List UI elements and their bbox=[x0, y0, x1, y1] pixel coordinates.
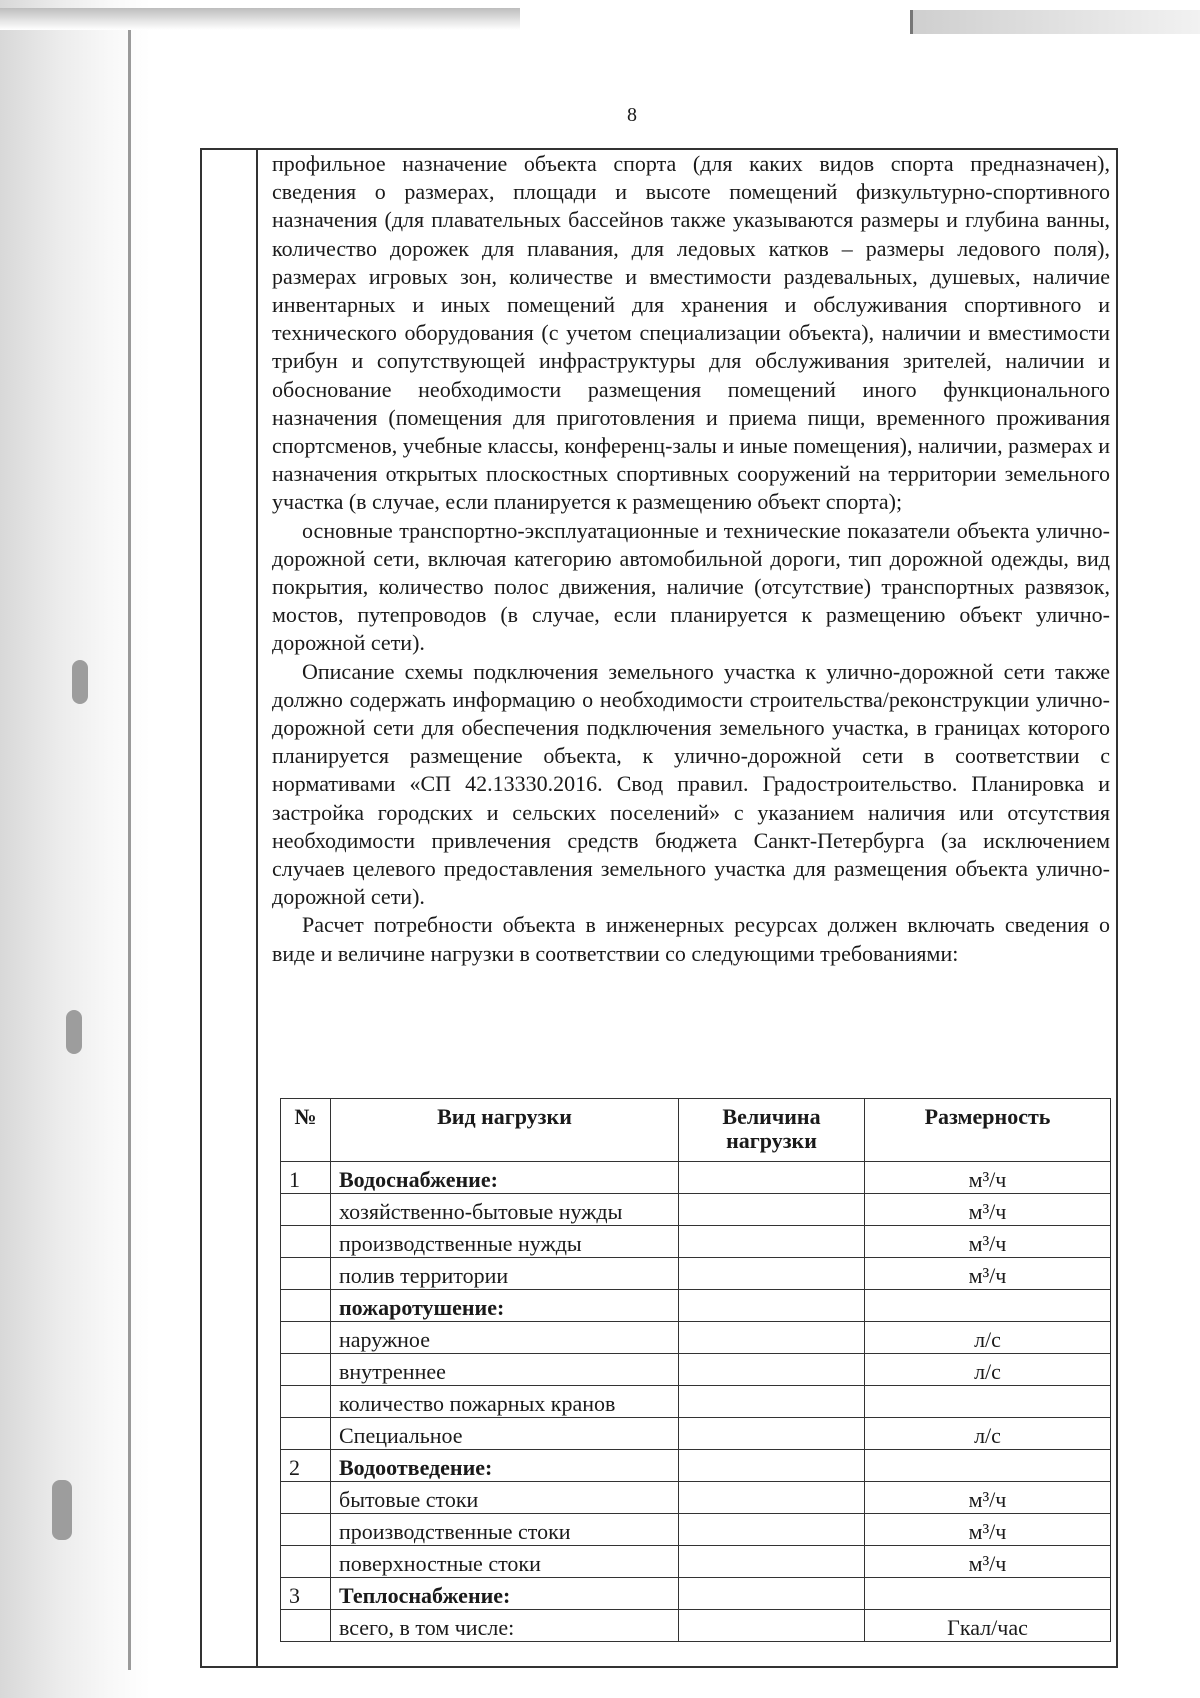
paragraph-sport-object: профильное назначение объекта спорта (для каких видов спорта предназначен), сведения о размерах, площади и высоте помещений физкультурно-спортивного назначения (для плавательных бассейнов также указываются размеры и глубина ванны, количество дорожек для плавания, для ледовых катков – размеры ледового поля), размерах игровых зон, количестве и вместимости раздевальных, душевых, наличие инвентарных и иных помещений для хранения и обслуживания спортивного и технического оборудования (с учетом специализации объекта), наличии и вместимости трибун и сопутствующей инфраструктуры для обслуживания зрителей, наличии и обоснование необходимости размещения помещений иного функционального назначения (помещения для приготовления и приема пищи, временного проживания спортсменов, учебные классы, конференц-залы и иные помещения), наличии, размерах и назначения открытых плоскостных спортивных сооружений на территории земельного участка (в случае, если планируется к размещению объект спорта); bbox=[272, 151, 1110, 515]
header-unit: Размерность bbox=[865, 1099, 1111, 1162]
row-unit bbox=[865, 1290, 1111, 1322]
row-value bbox=[679, 1514, 865, 1546]
header-type: Вид нагрузки bbox=[331, 1099, 679, 1162]
table-row bbox=[281, 1386, 1111, 1418]
table-row bbox=[281, 1290, 1111, 1322]
row-type: полив территории bbox=[331, 1258, 679, 1290]
row-value bbox=[679, 1610, 865, 1642]
row-value bbox=[679, 1162, 865, 1194]
row-value bbox=[679, 1386, 865, 1418]
row-value bbox=[679, 1290, 865, 1322]
row-value bbox=[679, 1578, 865, 1610]
row-num bbox=[281, 1194, 331, 1226]
row-value bbox=[679, 1482, 865, 1514]
row-unit: м³/ч bbox=[865, 1546, 1111, 1578]
header-num: № bbox=[281, 1099, 331, 1162]
row-unit: л/с bbox=[865, 1418, 1111, 1450]
row-num: 1 bbox=[281, 1162, 331, 1194]
table-row bbox=[281, 1514, 1111, 1546]
row-type: Теплоснабжение: bbox=[331, 1578, 679, 1610]
row-type: количество пожарных кранов bbox=[331, 1386, 679, 1418]
paragraph-engineering-resources: Расчет потребности объекта в инженерных ресурсах должен включать сведения о виде и величине нагрузки в соответствии со следующими требованиями: bbox=[272, 912, 1110, 966]
table-row bbox=[281, 1354, 1111, 1386]
row-num bbox=[281, 1386, 331, 1418]
table-row bbox=[281, 1578, 1111, 1610]
row-num bbox=[281, 1258, 331, 1290]
row-num bbox=[281, 1354, 331, 1386]
row-num bbox=[281, 1418, 331, 1450]
row-type: производственные нужды bbox=[331, 1226, 679, 1258]
row-num bbox=[281, 1546, 331, 1578]
row-num: 2 bbox=[281, 1450, 331, 1482]
row-num bbox=[281, 1482, 331, 1514]
row-type: внутреннее bbox=[331, 1354, 679, 1386]
row-type: Водоснабжение: bbox=[331, 1162, 679, 1194]
table-row bbox=[281, 1450, 1111, 1482]
scan-top-streak bbox=[0, 8, 520, 30]
row-unit bbox=[865, 1386, 1111, 1418]
row-type: всего, в том числе: bbox=[331, 1610, 679, 1642]
table-row bbox=[281, 1258, 1111, 1290]
row-unit: м³/ч bbox=[865, 1514, 1111, 1546]
table-row bbox=[281, 1162, 1111, 1194]
document-body bbox=[272, 150, 1110, 968]
page-number: 8 bbox=[627, 104, 637, 126]
row-unit: м³/ч bbox=[865, 1162, 1111, 1194]
row-value bbox=[679, 1258, 865, 1290]
row-unit: Гкал/час bbox=[865, 1610, 1111, 1642]
table-row bbox=[281, 1482, 1111, 1514]
punch-hole bbox=[52, 1480, 72, 1540]
row-type: хозяйственно-бытовые нужды bbox=[331, 1194, 679, 1226]
table-row bbox=[281, 1194, 1111, 1226]
row-value bbox=[679, 1226, 865, 1258]
paragraph-connection-scheme: Описание схемы подключения земельного участка к улично-дорожной сети также должно содержать информацию о необходимости строительства/реконструкции улично-дорожной сети для обеспечения подключения земельного участка, в границах которого планируется размещение объекта, к улично-дорожной сети в соответствии с нормативами «СП 42.13330.2016. Свод правил. Градостроительство. Планировка и застройка городских и сельских поселений» с указанием наличия или отсутствия необходимости привлечения средств бюджета Санкт-Петербурга (за исключением случаев целевого предоставления земельного участка для размещения объекта улично-дорожной сети). bbox=[272, 658, 1110, 910]
table-row bbox=[281, 1418, 1111, 1450]
table-row bbox=[281, 1322, 1111, 1354]
row-type: производственные стоки bbox=[331, 1514, 679, 1546]
row-value bbox=[679, 1322, 865, 1354]
row-num bbox=[281, 1290, 331, 1322]
row-type: Специальное bbox=[331, 1418, 679, 1450]
row-unit: л/с bbox=[865, 1322, 1111, 1354]
row-unit bbox=[865, 1450, 1111, 1482]
row-value bbox=[679, 1194, 865, 1226]
row-num bbox=[281, 1322, 331, 1354]
row-num bbox=[281, 1610, 331, 1642]
row-unit: м³/ч bbox=[865, 1194, 1111, 1226]
row-unit bbox=[865, 1578, 1111, 1610]
row-num bbox=[281, 1514, 331, 1546]
scan-top-right-mark bbox=[910, 10, 1200, 34]
load-table bbox=[280, 1098, 1111, 1642]
table-row bbox=[281, 1610, 1111, 1642]
row-value bbox=[679, 1546, 865, 1578]
row-value bbox=[679, 1354, 865, 1386]
punch-hole bbox=[72, 660, 88, 704]
header-value: Величина нагрузки bbox=[679, 1099, 865, 1162]
table-header-row bbox=[281, 1099, 1111, 1162]
scan-binding-fold bbox=[128, 30, 131, 1670]
row-num bbox=[281, 1226, 331, 1258]
row-type: поверхностные стоки bbox=[331, 1546, 679, 1578]
row-unit: м³/ч bbox=[865, 1226, 1111, 1258]
row-type: наружное bbox=[331, 1322, 679, 1354]
punch-hole bbox=[66, 1010, 82, 1054]
table-row bbox=[281, 1226, 1111, 1258]
row-type: Водоотведение: bbox=[331, 1450, 679, 1482]
row-unit: л/с bbox=[865, 1354, 1111, 1386]
row-value bbox=[679, 1450, 865, 1482]
row-unit: м³/ч bbox=[865, 1258, 1111, 1290]
table-row bbox=[281, 1546, 1111, 1578]
row-num: 3 bbox=[281, 1578, 331, 1610]
row-value bbox=[679, 1418, 865, 1450]
row-type: пожаротушение: bbox=[331, 1290, 679, 1322]
paragraph-road-network: основные транспортно-эксплуатационные и технические показатели объекта улично-дорожной сети, включая категорию автомобильной дороги, тип дорожной одежды, вид покрытия, количество полос движения, наличие (отсутствие) транспортных развязок, мостов, путепроводов (в случае, если планируется к размещению объект улично-дорожной сети). bbox=[272, 517, 1110, 656]
row-unit: м³/ч bbox=[865, 1482, 1111, 1514]
row-type: бытовые стоки bbox=[331, 1482, 679, 1514]
